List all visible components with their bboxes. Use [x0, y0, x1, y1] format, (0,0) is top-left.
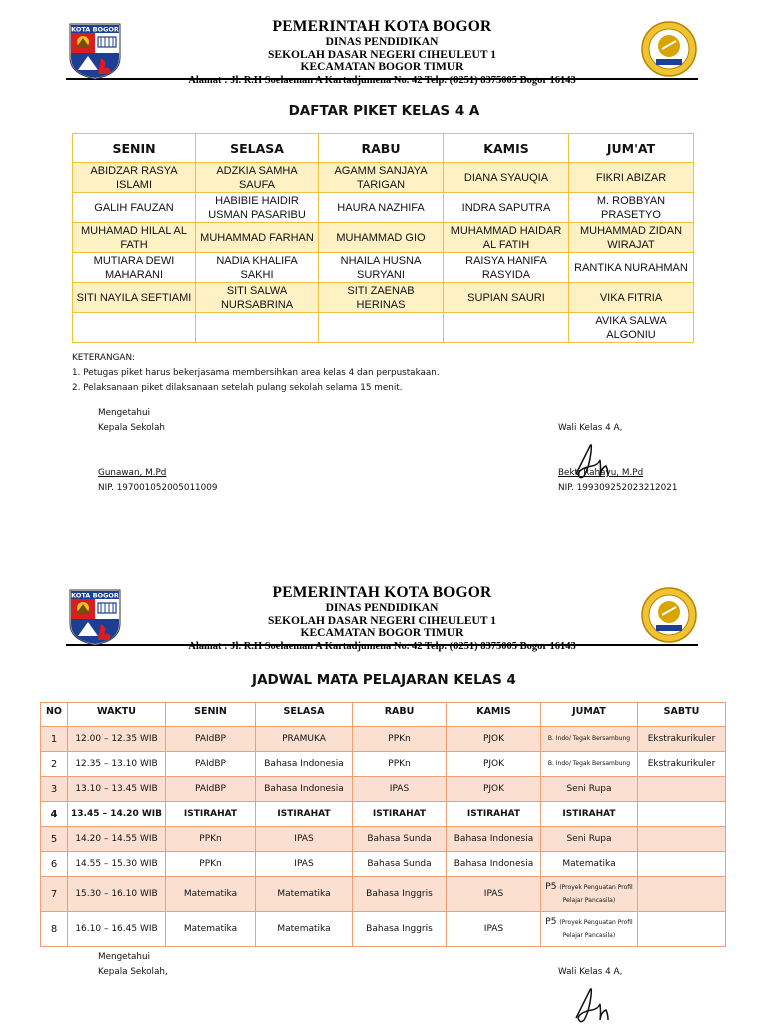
- table-row: [41, 827, 726, 852]
- table-cell: MUHAMMAD FARHAN: [196, 223, 319, 253]
- principal-signature-block-2: [98, 950, 168, 980]
- table-cell: IPAS: [256, 852, 353, 877]
- table-cell: 15.30 – 16.10 WIB: [68, 877, 166, 912]
- table-row: [73, 193, 694, 223]
- table-cell: NHAILA HUSNA SURYANI: [319, 253, 444, 283]
- table-cell: MUHAMMAD GIO: [319, 223, 444, 253]
- homeroom-nip: NIP. 199309252023212021: [558, 483, 678, 493]
- p5-label: P5: [545, 917, 557, 927]
- table-cell: [444, 313, 569, 343]
- p5-label: P5: [545, 882, 557, 892]
- table-row: [41, 752, 726, 777]
- table-cell: AVIKA SALWA ALGONIU: [569, 313, 694, 343]
- principal-nip: NIP. 197001052005011009: [98, 483, 218, 493]
- principal-signature-block: [98, 406, 217, 496]
- school-name: SEKOLAH DASAR NEGERI CIHEULEUT 1: [268, 614, 496, 627]
- table-cell: 6: [41, 852, 68, 877]
- school-address: Alamat : Jl. R.H Soelaeman A Kartadjumena No. 42 Telp. (0251) 8375005 Bogor 16143: [188, 74, 576, 86]
- table-cell: MUHAMMAD ZIDAN WIRAJAT: [569, 223, 694, 253]
- table-row: [41, 852, 726, 877]
- table-cell: Bahasa Inggris: [353, 877, 447, 912]
- table-row: [41, 777, 726, 802]
- jadwal-header-row: [41, 703, 726, 727]
- piket-title: DAFTAR PIKET KELAS 4 A: [288, 103, 480, 119]
- table-cell: SITI ZAENAB HERINAS: [319, 283, 444, 313]
- table-cell: MUHAMAD HILAL AL FATH: [73, 223, 196, 253]
- district-name: KECAMATAN BOGOR TIMUR: [300, 61, 464, 73]
- homeroom-title: Wali Kelas 4 A,: [558, 967, 623, 977]
- notes-title: KETERANGAN:: [72, 353, 135, 363]
- city-logo-icon: [68, 588, 122, 646]
- table-cell: RANTIKA NURAHMAN: [569, 253, 694, 283]
- table-cell: GALIH FAUZAN: [73, 193, 196, 223]
- piket-header-jumat: JUM'AT: [569, 134, 694, 163]
- school-address: Alamat : Jl. R.H Soelaeman A Kartadjumena No. 42 Telp. (0251) 8375005 Bogor 16143: [188, 640, 576, 652]
- table-cell: Ekstrakurikuler: [638, 752, 726, 777]
- letterhead-bottom: [66, 584, 698, 652]
- table-cell: PPKn: [166, 827, 256, 852]
- table-row: [73, 313, 694, 343]
- table-cell: RAISYA HANIFA RASYIDA: [444, 253, 569, 283]
- table-cell: Bahasa Indonesia: [256, 752, 353, 777]
- table-cell: [638, 827, 726, 852]
- table-cell: Matematika: [541, 852, 638, 877]
- table-cell: Seni Rupa: [541, 777, 638, 802]
- table-cell: [638, 852, 726, 877]
- table-row: [41, 877, 726, 912]
- principal-title: Kepala Sekolah,: [98, 967, 168, 977]
- table-cell: [319, 313, 444, 343]
- table-cell: HABIBIE HAIDIR USMAN PASARIBU: [196, 193, 319, 223]
- p5-note: (Proyek Penguatan Profil Pelajar Pancasila): [559, 919, 633, 939]
- table-cell: Matematika: [256, 912, 353, 947]
- table-cell: IPAS: [353, 777, 447, 802]
- jadwal-header-senin: SENIN: [166, 703, 256, 727]
- school-name: SEKOLAH DASAR NEGERI CIHEULEUT 1: [268, 48, 496, 61]
- table-cell: Seni Rupa: [541, 827, 638, 852]
- table-row: [73, 253, 694, 283]
- jadwal-header-no: NO: [41, 703, 68, 727]
- piket-header-rabu: RABU: [319, 134, 444, 163]
- table-cell: ISTIRAHAT: [447, 802, 541, 827]
- piket-header-kamis: KAMIS: [444, 134, 569, 163]
- table-cell: Bahasa Indonesia: [256, 777, 353, 802]
- table-cell: PPKn: [166, 852, 256, 877]
- table-cell: PJOK: [447, 752, 541, 777]
- table-cell: PJOK: [447, 777, 541, 802]
- jadwal-table: [40, 702, 726, 947]
- table-cell: Matematika: [256, 877, 353, 912]
- table-cell: Bahasa Sunda: [353, 827, 447, 852]
- jadwal-header-selasa: SELASA: [256, 703, 353, 727]
- agency-name: DINAS PENDIDIKAN: [325, 602, 439, 614]
- table-cell: Matematika: [166, 877, 256, 912]
- table-cell: [73, 313, 196, 343]
- piket-table: [72, 133, 694, 343]
- table-cell: 14.55 – 15.30 WIB: [68, 852, 166, 877]
- table-cell: B. Indo/ Tegak Bersambung: [541, 727, 638, 752]
- table-cell: 2: [41, 752, 68, 777]
- city-logo-text: KOTA BOGOR: [71, 25, 119, 34]
- homeroom-title: Wali Kelas 4 A,: [558, 423, 623, 433]
- school-emblem-icon: [640, 586, 698, 644]
- government-name: PEMERINTAH KOTA BOGOR: [272, 584, 492, 601]
- jadwal-header-sabtu: SABTU: [638, 703, 726, 727]
- table-cell: SUPIAN SAURI: [444, 283, 569, 313]
- piket-notes: [72, 351, 440, 396]
- table-cell: 12.00 – 12.35 WIB: [68, 727, 166, 752]
- table-cell: SITI SALWA NURSABRINA: [196, 283, 319, 313]
- table-cell: 12.35 – 13.10 WIB: [68, 752, 166, 777]
- handwritten-signature-icon: [570, 438, 616, 482]
- table-row: [73, 163, 694, 193]
- acknowledge-label: Mengetahui: [98, 952, 151, 962]
- piket-header-selasa: SELASA: [196, 134, 319, 163]
- table-cell: NADIA KHALIFA SAKHI: [196, 253, 319, 283]
- school-emblem-icon: [640, 20, 698, 78]
- table-cell: INDRA SAPUTRA: [444, 193, 569, 223]
- table-cell: [638, 802, 726, 827]
- table-cell: IPAS: [447, 877, 541, 912]
- table-cell: ISTIRAHAT: [166, 802, 256, 827]
- table-cell: ABIDZAR RASYA ISLAMI: [73, 163, 196, 193]
- principal-name: Gunawan, M.Pd: [98, 468, 167, 478]
- jadwal-header-waktu: WAKTU: [68, 703, 166, 727]
- jadwal-header-rabu: RABU: [353, 703, 447, 727]
- table-cell: PPKn: [353, 752, 447, 777]
- homeroom-name: Bekti Rahayu, M.Pd: [558, 468, 644, 478]
- table-cell: 13.10 – 13.45 WIB: [68, 777, 166, 802]
- jadwal-header-kamis: KAMIS: [447, 703, 541, 727]
- table-cell: PRAMUKA: [256, 727, 353, 752]
- table-cell: AGAMM SANJAYA TARIGAN: [319, 163, 444, 193]
- table-cell: 1: [41, 727, 68, 752]
- table-cell: PAIdBP: [166, 777, 256, 802]
- table-row: [41, 727, 726, 752]
- acknowledge-label: Mengetahui: [98, 408, 151, 418]
- table-cell: Bahasa Sunda: [353, 852, 447, 877]
- table-cell: Bahasa Indonesia: [447, 827, 541, 852]
- table-row: [73, 223, 694, 253]
- piket-header-senin: SENIN: [73, 134, 196, 163]
- agency-name: DINAS PENDIDIKAN: [325, 36, 439, 48]
- table-cell: 5: [41, 827, 68, 852]
- table-cell: [638, 777, 726, 802]
- table-cell: FIKRI ABIZAR: [569, 163, 694, 193]
- table-cell: PAIdBP: [166, 752, 256, 777]
- table-cell: M. ROBBYAN PRASETYO: [569, 193, 694, 223]
- table-cell: 4: [41, 802, 68, 827]
- table-cell: VIKA FITRIA: [569, 283, 694, 313]
- table-cell: MUTIARA DEWI MAHARANI: [73, 253, 196, 283]
- table-cell: [541, 877, 638, 912]
- jadwal-header-jumat: JUMAT: [541, 703, 638, 727]
- piket-header-row: [73, 134, 694, 163]
- table-cell: HAURA NAZHIFA: [319, 193, 444, 223]
- table-row: [41, 912, 726, 947]
- handwritten-signature-icon: [570, 982, 616, 1024]
- note-item: 1. Petugas piket harus bekerjasama membersihkan area kelas 4 dan perpustakaan.: [72, 368, 440, 378]
- table-cell: ISTIRAHAT: [541, 802, 638, 827]
- table-cell: Bahasa Indonesia: [447, 852, 541, 877]
- table-cell: MUHAMMAD HAIDAR AL FATIH: [444, 223, 569, 253]
- principal-title: Kepala Sekolah: [98, 423, 165, 433]
- table-cell: [638, 877, 726, 912]
- government-name: PEMERINTAH KOTA BOGOR: [272, 18, 492, 35]
- table-cell: [638, 912, 726, 947]
- letterhead-top: [66, 18, 698, 86]
- table-cell: 14.20 – 14.55 WIB: [68, 827, 166, 852]
- table-cell: B. Indo/ Tegak Bersambung: [541, 752, 638, 777]
- table-cell: DIANA SYAUQIA: [444, 163, 569, 193]
- district-name: KECAMATAN BOGOR TIMUR: [300, 627, 464, 639]
- table-cell: 16.10 – 16.45 WIB: [68, 912, 166, 947]
- table-cell: IPAS: [447, 912, 541, 947]
- table-cell: Matematika: [166, 912, 256, 947]
- table-row: [73, 283, 694, 313]
- table-cell: PPKn: [353, 727, 447, 752]
- table-cell: ISTIRAHAT: [353, 802, 447, 827]
- table-cell: [541, 912, 638, 947]
- p5-note: (Proyek Penguatan Profil Pelajar Pancasila): [559, 884, 633, 904]
- jadwal-title: JADWAL MATA PELAJARAN KELAS 4: [252, 672, 516, 688]
- table-cell: Ekstrakurikuler: [638, 727, 726, 752]
- note-item: 2. Pelaksanaan piket dilaksanaan setelah pulang sekolah selama 15 menit.: [72, 383, 403, 393]
- table-cell: PJOK: [447, 727, 541, 752]
- table-cell: ADZKIA SAMHA SAUFA: [196, 163, 319, 193]
- table-cell: Bahasa Inggris: [353, 912, 447, 947]
- table-cell: 8: [41, 912, 68, 947]
- table-cell: IPAS: [256, 827, 353, 852]
- table-cell: 13.45 – 14.20 WIB: [68, 802, 166, 827]
- table-cell: ISTIRAHAT: [256, 802, 353, 827]
- table-cell: SITI NAYILA SEFTIAMI: [73, 283, 196, 313]
- table-cell: PAIdBP: [166, 727, 256, 752]
- table-cell: 3: [41, 777, 68, 802]
- city-logo-text: KOTA BOGOR: [71, 591, 119, 600]
- homeroom-signature-block-2: [558, 965, 622, 980]
- table-cell: 7: [41, 877, 68, 912]
- table-cell: [196, 313, 319, 343]
- city-logo-icon: [68, 22, 122, 80]
- table-row: [41, 802, 726, 827]
